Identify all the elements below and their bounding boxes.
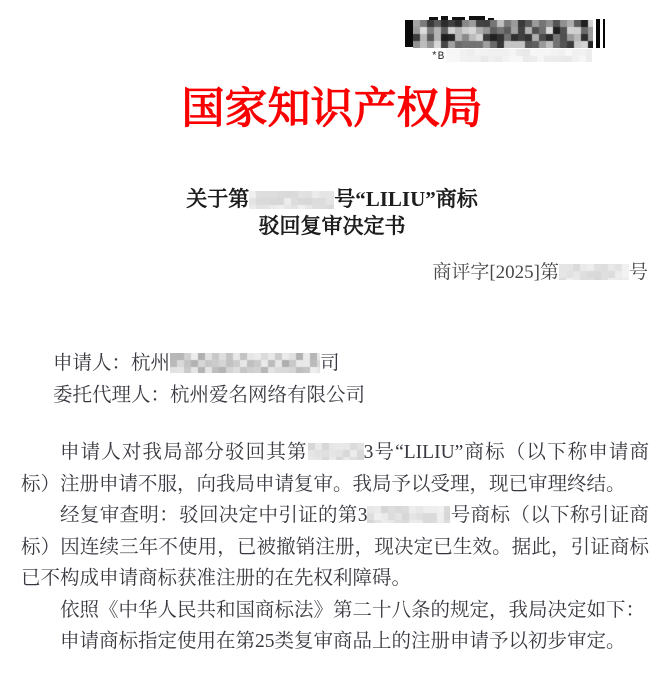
barcode-redaction-mosaic bbox=[413, 20, 593, 48]
text-run: 3号“LILIU”商标（以下称申请商标）注册申请不服，向我局申请复审。我局予以受理，现已审理终结。 bbox=[21, 442, 649, 495]
agent-line: 委托代理人：杭州爱名网络有限公司 bbox=[53, 384, 366, 406]
text-run: 商评字[2025]第 bbox=[432, 262, 559, 283]
body-paragraph-4 bbox=[21, 626, 649, 658]
text-run: 关于第 bbox=[186, 187, 250, 211]
barcode-caption-text: *B bbox=[431, 51, 445, 63]
body-paragraph-3 bbox=[21, 595, 649, 627]
barcode-bar bbox=[596, 19, 600, 48]
parties-block bbox=[53, 348, 365, 411]
reference-number-line bbox=[0, 258, 664, 288]
applicant-line bbox=[53, 348, 365, 380]
body-paragraph-2 bbox=[21, 500, 649, 595]
text-run: 申请人对我局部分驳回其第 bbox=[60, 442, 308, 463]
decision-body bbox=[21, 437, 649, 658]
document-title bbox=[0, 186, 664, 240]
text-run: 经复审查明：驳回决定中引证的第3 bbox=[60, 505, 368, 526]
text-run: 号 bbox=[628, 262, 648, 283]
text-run: 号“LILIU”商标 bbox=[334, 187, 478, 211]
text-run: 申请商标指定使用在第25类复审商品上的注册申请予以初步审定。 bbox=[60, 631, 626, 652]
document-title-line2: 驳回复审决定书 bbox=[258, 214, 406, 238]
barcode-region bbox=[405, 16, 610, 66]
redaction-patch bbox=[308, 443, 364, 460]
text-run: 号商标（以下称引证商标）因连续三年不使用，已被撤销注册，现决定已生效。据此，引证商标已不构成申请商标获准注册的在先权利障碍。 bbox=[21, 505, 649, 589]
barcode-caption bbox=[431, 49, 592, 64]
body-paragraph-1 bbox=[21, 437, 649, 500]
barcode-bar bbox=[603, 19, 605, 48]
redaction-patch bbox=[367, 506, 450, 523]
barcode-caption-redaction bbox=[446, 49, 592, 62]
redaction-patch bbox=[559, 264, 629, 280]
agency-title: 国家知识产权局 bbox=[181, 85, 483, 133]
redaction-patch bbox=[249, 191, 334, 209]
document-title-line1 bbox=[0, 186, 664, 213]
text-run: 申请人：杭州 bbox=[53, 353, 171, 374]
text-run: 司 bbox=[320, 353, 340, 374]
text-run: 依照《中华人民共和国商标法》第二十八条的规定，我局决定如下： bbox=[60, 599, 646, 621]
redaction-patch bbox=[170, 353, 320, 373]
